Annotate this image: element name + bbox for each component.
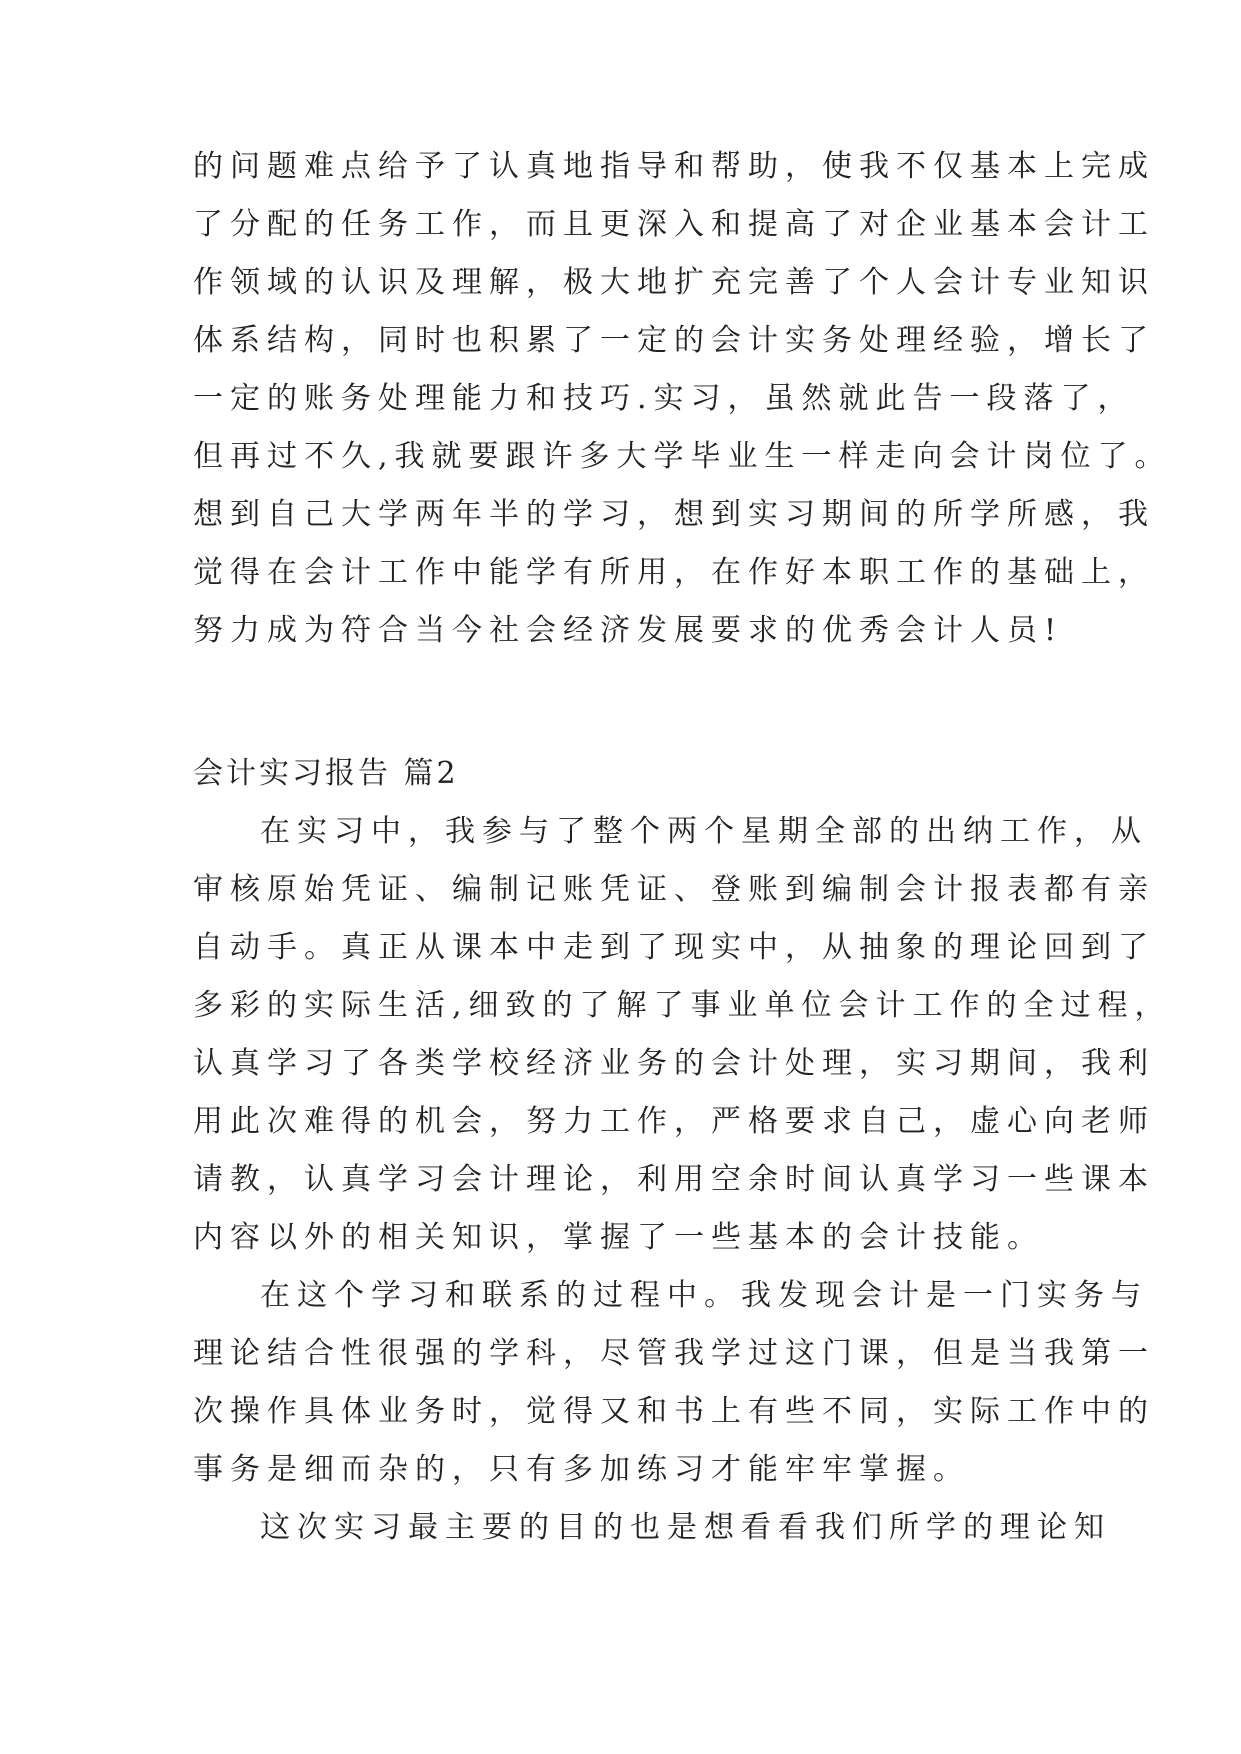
text-line: 的问题难点给予了认真地指导和帮助，使我不仅基本上完成	[193, 149, 1155, 184]
section-body	[193, 803, 1172, 1557]
text-line: 体系结构，同时也积累了一定的会计实务处理经验，增长了	[193, 323, 1155, 358]
text-line: 想到自己大学两年半的学习，想到实习期间的所学所感，我	[193, 497, 1155, 532]
text-line: 但再过不久,我就要跟许多大学毕业生一样走向会计岗位了。	[193, 439, 1172, 474]
text-line: 了分配的任务工作，而且更深入和提高了对企业基本会计工	[193, 207, 1155, 242]
text-line: 认真学习了各类学校经济业务的会计处理，实习期间，我利	[193, 1046, 1155, 1081]
text-line: 自动手。真正从课本中走到了现实中，从抽象的理论回到了	[193, 930, 1155, 965]
text-line: 作领域的认识及理解，极大地扩充完善了个人会计专业知识	[193, 265, 1155, 300]
text-line: 一定的账务处理能力和技巧.实习，虽然就此告一段落了，	[193, 381, 1135, 416]
paragraph-continued	[193, 138, 1172, 660]
text-line: 理论结合性很强的学科，尽管我学过这门课，但是当我第一	[193, 1336, 1155, 1371]
text-line: 审核原始凭证、编制记账凭证、登账到编制会计报表都有亲	[193, 872, 1155, 907]
text-line: 用此次难得的机会，努力工作，严格要求自己，虚心向老师	[193, 1104, 1155, 1139]
section-heading: 会计实习报告 篇2	[193, 756, 459, 791]
text-line: 觉得在会计工作中能学有所用，在作好本职工作的基础上，	[193, 555, 1155, 590]
text-line: 次操作具体业务时，觉得又和书上有些不同，实际工作中的	[193, 1394, 1155, 1429]
text-line: 这次实习最主要的目的也是想看看我们所学的理论知	[260, 1510, 1111, 1545]
text-line: 请教，认真学习会计理论，利用空余时间认真学习一些课本	[193, 1162, 1155, 1197]
text-line: 在这个学习和联系的过程中。我发现会计是一门实务与	[260, 1278, 1148, 1313]
text-line: 事务是细而杂的，只有多加练习才能牢牢掌握。	[193, 1452, 970, 1487]
text-line: 努力成为符合当今社会经济发展要求的优秀会计人员!	[193, 613, 1064, 648]
text-line: 在实习中，我参与了整个两个星期全部的出纳工作，从	[260, 814, 1148, 849]
text-line: 内容以外的相关知识，掌握了一些基本的会计技能。	[193, 1220, 1044, 1255]
text-line: 多彩的实际生活,细致的了解了事业单位会计工作的全过程，	[193, 988, 1172, 1023]
